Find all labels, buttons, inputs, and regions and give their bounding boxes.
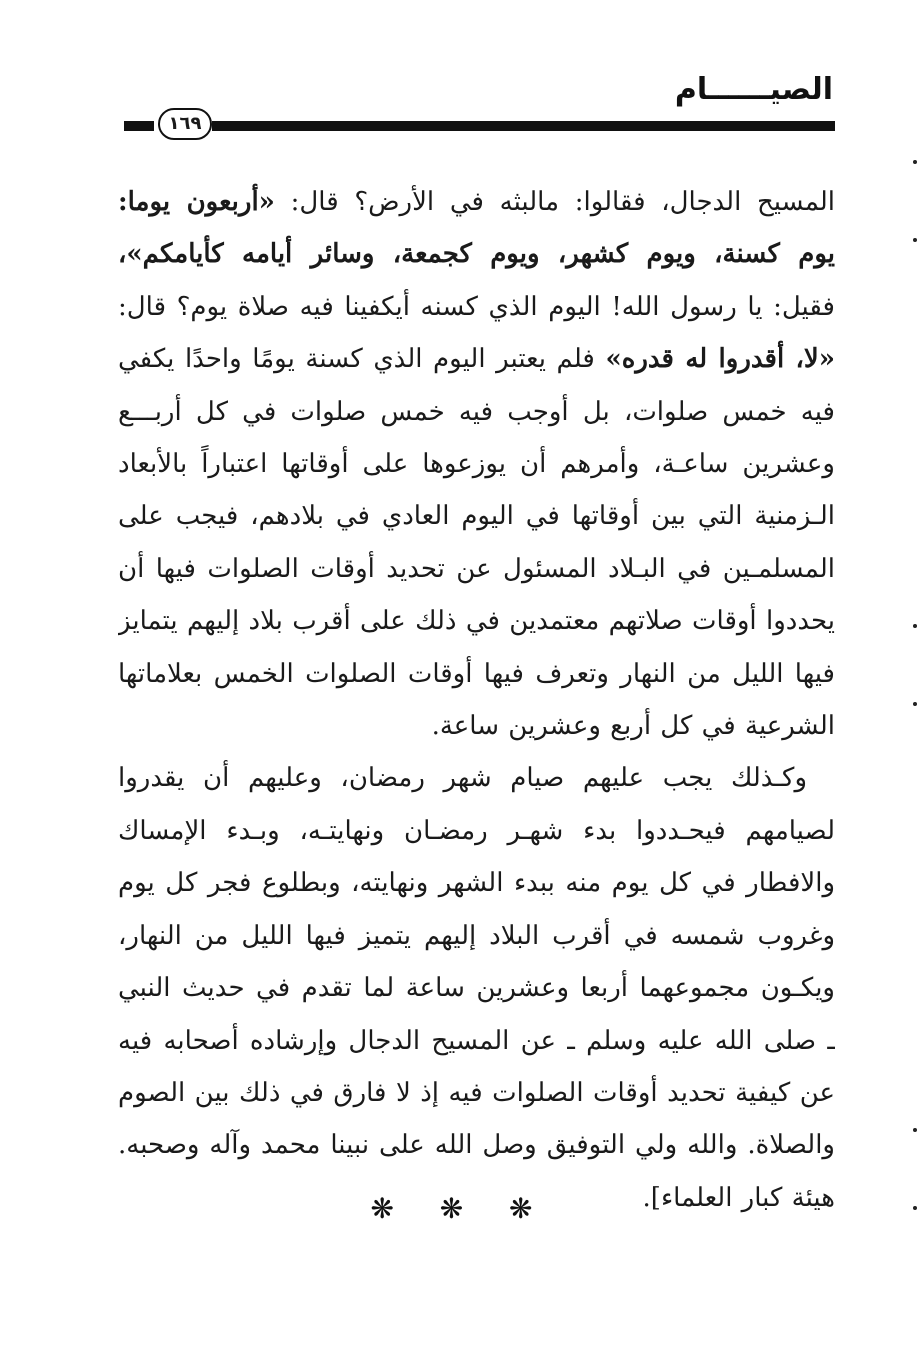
- body-text: [118, 176, 835, 1224]
- text-line-1-bold: «أربعون يوما:: [118, 187, 275, 217]
- text-line-13: لصيامهم فيحـددوا بدء شهـر رمضـان ونهايتـه، وبـدء الإمساك: [118, 815, 835, 846]
- header-rule-right: [212, 121, 835, 126]
- text-line-5: فيه خمس صلوات، بل أوجب فيه خمس صلوات في كل أربـــع: [118, 396, 835, 427]
- text-line-1-plain: المسيح الدجال، فقالوا: مالبثه في الأرض؟ قال:: [274, 187, 835, 217]
- header-rule: [124, 113, 835, 138]
- text-line-6: وعشرين ساعـة، وأمرهم أن يوزعوها على أوقاتها اعتباراً بالأبعاد: [118, 449, 835, 480]
- chapter-title: الصيــــــام: [674, 72, 833, 107]
- text-line-12: وكـذلك يجب عليهم صيام شهر رمضان، وعليهم أن يقدروا: [118, 763, 807, 794]
- text-line-15: وغروب شمسه في أقرب البلاد إليهم يتميز فيها الليل من النهار،: [118, 920, 835, 951]
- text-line-7: الـزمنية التي بين أوقاتها في اليوم العادي في بلادهم، فيجب على: [118, 501, 835, 532]
- edge-mark: [913, 238, 917, 242]
- edge-mark: [913, 1128, 917, 1132]
- section-separator: ❋ ❋ ❋: [370, 1192, 551, 1225]
- page-number: ١٦٩: [158, 108, 212, 140]
- text-line-16: ويكـون مجموعهما أربعا وعشرين ساعة لما تقدم في حديث النبي: [118, 973, 835, 1004]
- text-line-18: عن كيفية تحديد أوقات الصلوات فيه إذ لا فارق في ذلك بين الصوم: [118, 1077, 835, 1108]
- text-line-1: [118, 176, 835, 228]
- text-line-20: هيئة كبار العلماء].: [642, 1182, 835, 1213]
- header-rule-left: [124, 121, 154, 126]
- text-line-4: [118, 333, 835, 385]
- text-line-4-bold: «لا، أقدروا له قدره»: [605, 344, 835, 375]
- text-line-19: والصلاة. والله ولي التوفيق وصل الله على نبينا محمد وآله وصحبه.: [118, 1130, 835, 1161]
- text-line-17: ـ صلى الله عليه وسلم ـ عن المسيح الدجال وإرشاده أصحابه فيه: [118, 1025, 835, 1056]
- edge-mark: [913, 1206, 917, 1210]
- text-line-3: فقيل: يا رسول الله! اليوم الذي كسنه أيكفينا فيه صلاة يوم؟ قال:: [118, 291, 835, 322]
- text-line-2: يوم كسنة، ويوم كشهر، ويوم كجمعة، وسائر أيامه كأيامكم»،: [118, 239, 835, 270]
- text-line-14: والافطار في كل يوم منه ببدء الشهر ونهايته، وبطلوع فجر كل يوم: [118, 868, 835, 899]
- text-line-4-plain: فلم يعتبر اليوم الذي كسنة يومًا واحدًا يكفي: [118, 344, 606, 375]
- text-line-8: المسلمـين في البـلاد المسئول عن تحديد أوقات الصلوات فيها أن: [118, 553, 835, 584]
- text-line-9: يحددوا أوقات صلاتهم معتمدين في ذلك على أقرب بلاد إليهم يتمايز: [118, 606, 835, 637]
- edge-mark: [913, 160, 917, 164]
- edge-mark: [913, 702, 917, 706]
- text-line-10: فيها الليل من النهار وتعرف فيها أوقات الصلوات الخمس بعلاماتها: [118, 658, 835, 689]
- text-line-11: الشرعية في كل أربع وعشرين ساعة.: [431, 711, 835, 742]
- edge-mark: [913, 624, 917, 628]
